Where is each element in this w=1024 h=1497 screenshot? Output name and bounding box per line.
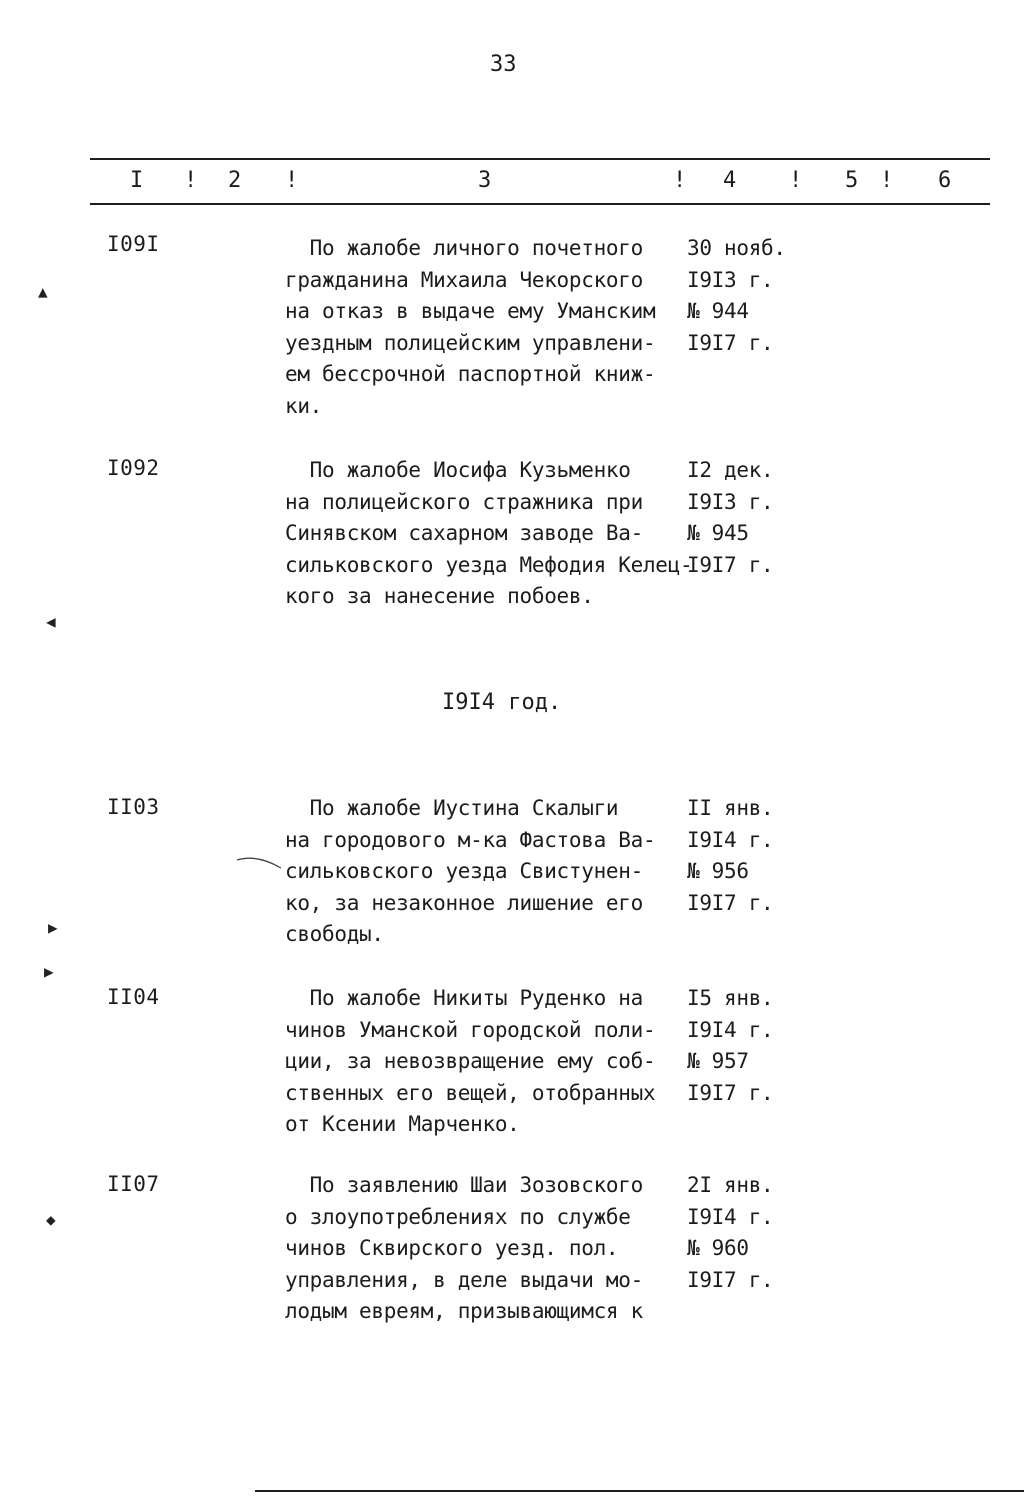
page-rule-bottom — [255, 1490, 1024, 1492]
entry-description: По жалобе личного почетного гражданина Михаила Чекорского на отказ в выдаче ему Уманским уездным полицейским управлени- ем бессрочной паспортной книж- ки. — [285, 236, 656, 418]
entry-number: II07 — [107, 1172, 160, 1196]
col-separator-3: ! — [673, 168, 687, 193]
entry-description: По заявлению Шаи Зозовского о злоупотреблениях по службе чинов Сквирского уезд. пол. управления, в деле выдачи мо- лодым евреям, призывающимся к — [285, 1173, 643, 1323]
entry-number: II04 — [107, 985, 160, 1009]
col-header-1: I — [130, 168, 144, 193]
entry-description: По жалобе Иустина Скалыги на городового м-ка Фастова Ва- сильковского уезда Свистунен- ко, за незаконное лишение его свободы. — [285, 796, 656, 946]
margin-mark-icon: ▶ — [48, 918, 58, 937]
col-separator-5: ! — [880, 168, 894, 193]
entry-description: По жалобе Иосифа Кузьменко на полицейского стражника при Синявском сахарном заводе Ва- сильковского уезда Мефодия Келец- кого за нанесение побоев. — [285, 458, 693, 608]
margin-mark-icon: ▶ — [44, 962, 54, 981]
page-number: 33 — [490, 52, 517, 77]
margin-mark-icon: ◆ — [46, 1210, 56, 1229]
entry-description: По жалобе Никиты Руденко на чинов Уманской городской поли- ции, за невозвращение ему соб- ственных его вещей, отобранных от Ксении Марченко. — [285, 986, 656, 1136]
margin-mark-icon: ▲ — [38, 282, 48, 301]
table-rule-top — [90, 158, 990, 160]
entry-number: II03 — [107, 795, 160, 819]
col-separator-4: ! — [789, 168, 803, 193]
col-header-5: 5 — [845, 168, 859, 193]
col-header-4: 4 — [723, 168, 737, 193]
year-heading: I9I4 год. — [442, 690, 562, 715]
entry-number: I09I — [107, 232, 160, 256]
entry-number: I092 — [107, 456, 160, 480]
entry-date: II янв. I9I4 г. № 956 I9I7 г. — [687, 796, 774, 915]
entry-date: I2 дек. I9I3 г. № 945 I9I7 г. — [687, 458, 774, 577]
col-separator-1: ! — [184, 168, 198, 193]
col-header-3: 3 — [478, 168, 492, 193]
entry-date: 30 нояб. I9I3 г. № 944 I9I7 г. — [687, 236, 786, 355]
col-header-6: 6 — [938, 168, 952, 193]
col-header-2: 2 — [228, 168, 242, 193]
margin-mark-icon: ◀ — [46, 612, 56, 631]
col-separator-2: ! — [285, 168, 299, 193]
entry-date: I5 янв. I9I4 г. № 957 I9I7 г. — [687, 986, 774, 1105]
pencil-stroke-icon — [235, 852, 285, 874]
table-rule-header-bottom — [90, 203, 990, 205]
entry-date: 2I янв. I9I4 г. № 960 I9I7 г. — [687, 1173, 774, 1292]
